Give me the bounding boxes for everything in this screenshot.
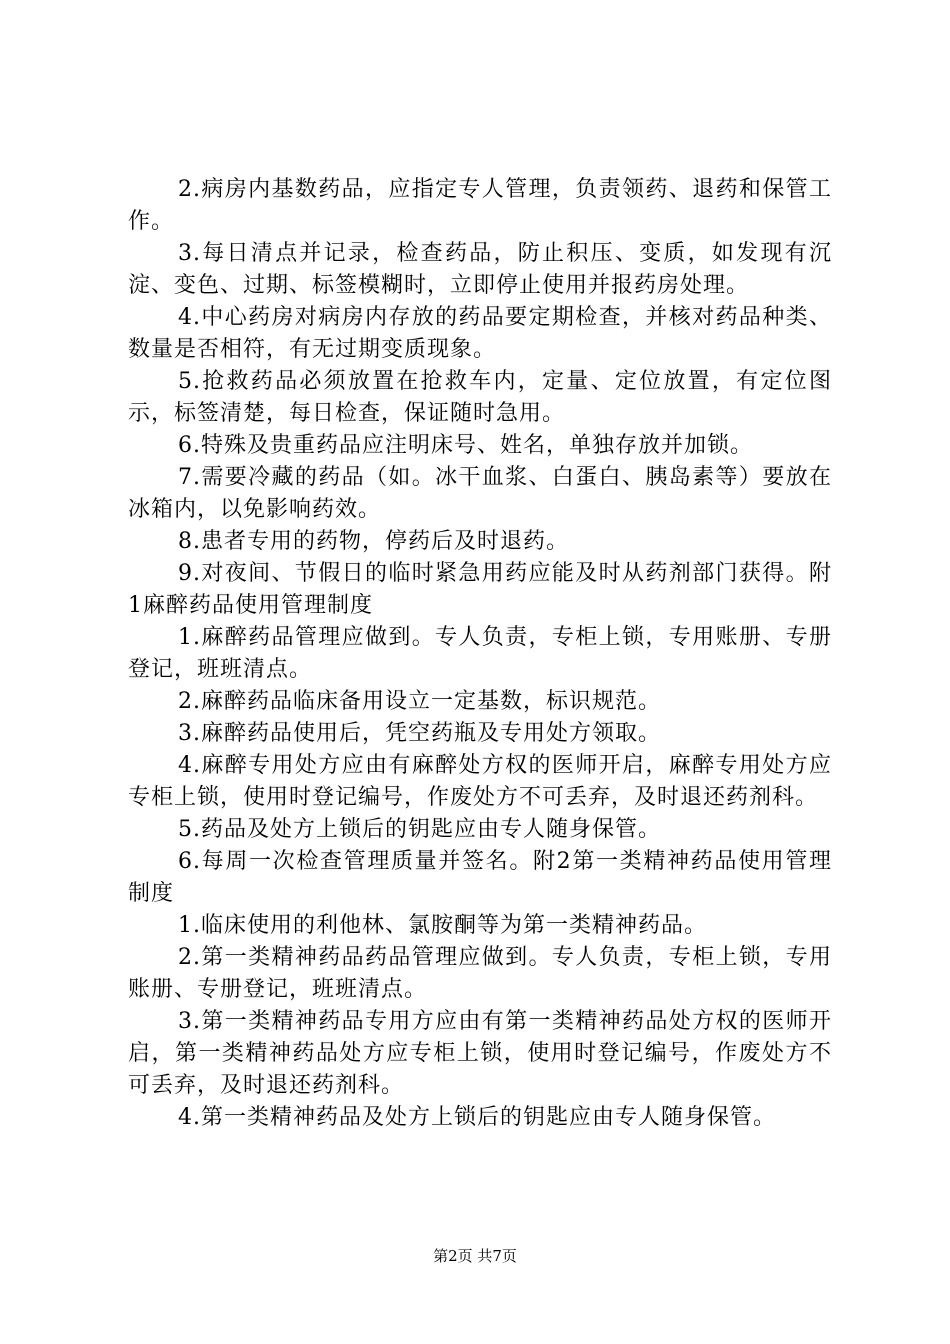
paragraph-10: 2.麻醉药品临床备用设立一定基数，标识规范。	[178, 689, 661, 714]
paragraph-14: 6.每周一次检查管理质量并签名。附2第一类精神药品使用管理制度	[128, 849, 832, 906]
paragraph-7: 8.患者专用的药物，停药后及时退药。	[178, 529, 569, 554]
paragraph-15: 1.临床使用的利他林、氯胺酮等为第一类精神药品。	[178, 913, 707, 938]
paragraph-6: 7.需要冷藏的药品（如。冰干血浆、白蛋白、胰岛素等）要放在冰箱内，以免影响药效。	[128, 465, 832, 522]
paragraph-17: 3.第一类精神药品专用方应由有第一类精神药品处方权的医师开启，第一类精神药品处方应专柜上锁，使用时登记编号，作废处方不可丢弃，及时退还药剂科。	[128, 1009, 832, 1098]
paragraph-4: 5.抢救药品必须放置在抢救车内，定量、定位放置，有定位图示，标签清楚，每日检查，保证随时急用。	[128, 369, 832, 426]
paragraph-16: 2.第一类精神药品药品管理应做到。专人负责，专柜上锁，专用账册、专册登记，班班清点。	[128, 945, 832, 1002]
paragraph-2: 3.每日清点并记录，检查药品，防止积压、变质，如发现有沉淀、变色、过期、标签模糊时，立即停止使用并报药房处理。	[128, 241, 832, 298]
paragraph-12: 4.麻醉专用处方应由有麻醉处方权的医师开启，麻醉专用处方应专柜上锁，使用时登记编号，作废处方不可丢弃，及时退还药剂科。	[128, 753, 832, 810]
paragraph-3: 4.中心药房对病房内存放的药品要定期检查，并核对药品种类、数量是否相符，有无过期变质现象。	[128, 305, 832, 362]
page-footer: 第2页 共7页	[433, 1247, 517, 1265]
paragraph-13: 5.药品及处方上锁后的钥匙应由专人随身保管。	[178, 817, 661, 842]
paragraph-8: 9.对夜间、节假日的临时紧急用药应能及时从药剂部门获得。附1麻醉药品使用管理制度	[128, 561, 832, 618]
paragraph-18: 4.第一类精神药品及处方上锁后的钥匙应由专人随身保管。	[178, 1105, 776, 1130]
paragraph-9: 1.麻醉药品管理应做到。专人负责，专柜上锁，专用账册、专册登记，班班清点。	[128, 625, 832, 682]
paragraph-5: 6.特殊及贵重药品应注明床号、姓名，单独存放并加锁。	[178, 433, 753, 458]
paragraph-11: 3.麻醉药品使用后，凭空药瓶及专用处方领取。	[178, 721, 661, 746]
document-body	[128, 174, 832, 1134]
paragraph-1: 2.病房内基数药品，应指定专人管理，负责领药、退药和保管工作。	[128, 177, 832, 234]
